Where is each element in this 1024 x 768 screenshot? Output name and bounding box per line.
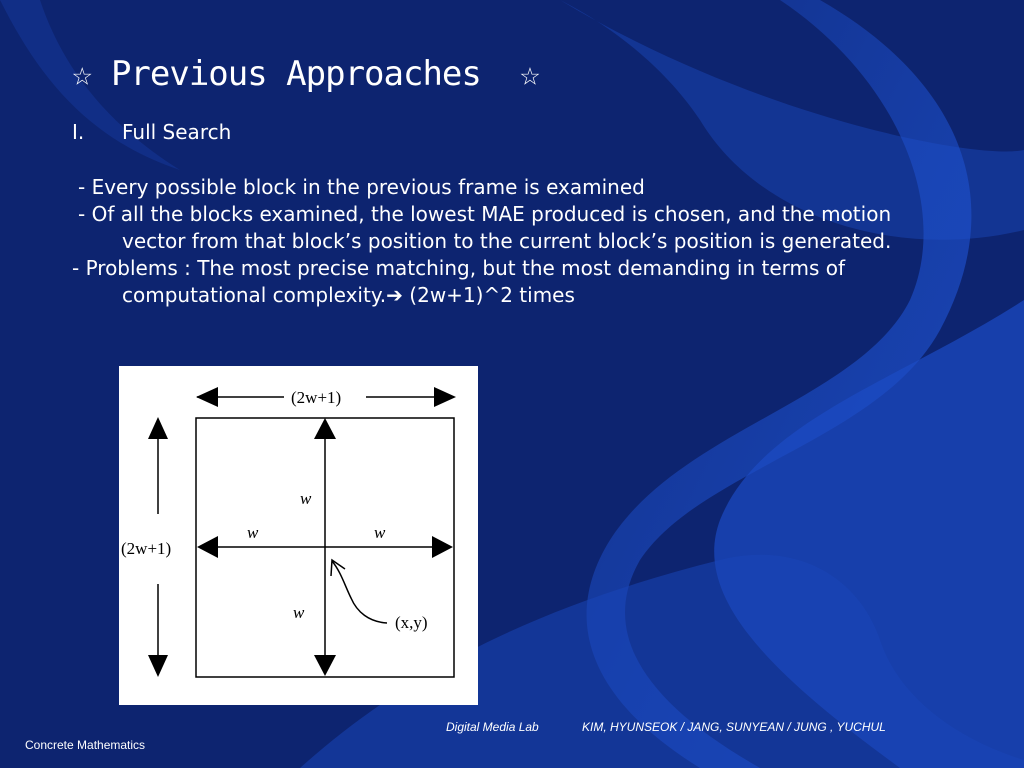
section-label: Full Search [122, 120, 232, 144]
vertical-arrowhead-bottom [314, 655, 336, 676]
center-point-label: (x,y) [395, 613, 428, 632]
problem-tail: (2w+1)^2 times [402, 283, 575, 307]
problem-text: - Problems : The most precise matching, but the most demanding in terms of computational complexity. [72, 256, 846, 307]
left-arrowhead-bottom [148, 655, 168, 677]
vertical-arrowhead-top [314, 418, 336, 439]
w-label-left: w [247, 523, 259, 542]
center-pointer-curve [332, 561, 387, 623]
arrow-right-icon: ➔ [386, 283, 403, 307]
w-label-bottom: w [293, 603, 305, 622]
footer-lab-name: Digital Media Lab [446, 720, 539, 734]
horizontal-arrowhead-right [432, 536, 453, 558]
bullet-list [72, 174, 902, 309]
problem-item [72, 255, 902, 309]
top-arrowhead-right [434, 387, 456, 407]
left-arrowhead-top [148, 417, 168, 439]
bullet-item: - Every possible block in the previous frame is examined [78, 175, 645, 199]
footer-authors: KIM, HYUNSEOK / JANG, SUNYEAN / JUNG , YUCHUL [582, 720, 886, 734]
diagram-svg [119, 366, 478, 705]
bullet-item: - Of all the blocks examined, the lowest MAE produced is chosen, and the motion vector from that block’s position to the current block’s position is generated. [78, 202, 892, 253]
full-search-diagram [119, 366, 478, 705]
section-number: I. [72, 120, 85, 144]
slide-title: ☆ Previous Approaches ☆ [72, 54, 540, 94]
footer-course-name: Concrete Mathematics [25, 738, 146, 752]
w-label-right: w [374, 523, 386, 542]
section-heading [72, 120, 231, 144]
left-dimension-label: (2w+1) [121, 539, 172, 558]
top-dimension-label: (2w+1) [291, 388, 342, 407]
w-label-top: w [300, 489, 312, 508]
horizontal-arrowhead-left [197, 536, 218, 558]
top-arrowhead-left [196, 387, 218, 407]
